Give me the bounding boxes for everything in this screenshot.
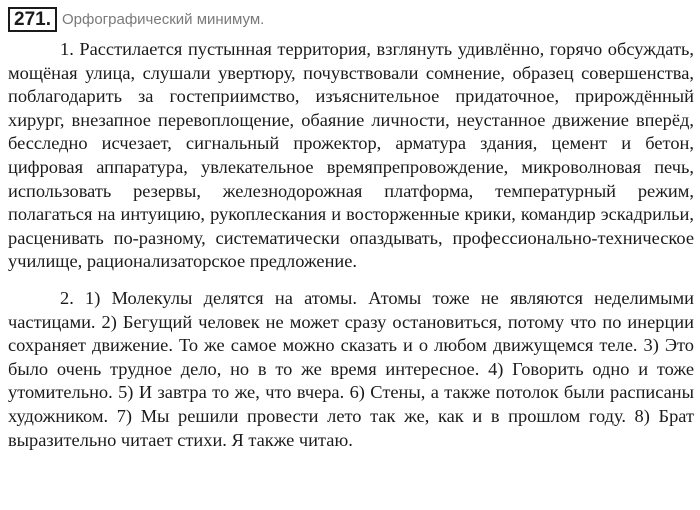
paragraph-2: 2. 1) Молекулы делятся на атомы. Атомы тоже не являются неделимыми частицами. 2) Бегущий человек не может сразу остановиться, потому что по инерции сохраняет движение. То же самое можно сказать и о любом движущемся теле. 3) Это было очень трудное дело, но в то же время интересное. 4) Говорить одно и тоже утомительно. 5) И завтра то же, что вчера. 6) Стены, а также потолок были расписаны художником. 7) Мы решили провести лето так же, как и в прошлом году. 8) Брат выразительно читает стихи. Я также читаю. [8,287,694,450]
exercise-number: 271. [8,7,57,32]
exercise-title: Орфографический минимум. [61,10,265,28]
paragraph-1: 1. Расстилается пустынная территория, взглянуть удивлённо, горячо обсуждать, мощёная улица, слушали увертюру, почувствовали сомнение, образец совершенства, поблагодарить за гостеприимство, изъяснительное придаточное, прирождённый хирург, внезапное перевоплощение, обаяние личности, неустанное движение вперёд, бесследно исчезает, сигнальный прожектор, арматура здания, цемент и бетон, цифровая аппаратура, увлекательное времяпрепровождение, микроволновая печь, использовать резервы, железнодорожная платформа, температурный режим, полагаться на интуицию, рукоплескания и восторженные крики, командир эскадрильи, расценивать по-разному, систематически опаздывать, профессионально-техническое училище, рационализаторское предложение. [8,39,694,272]
exercise-header [8,6,694,32]
